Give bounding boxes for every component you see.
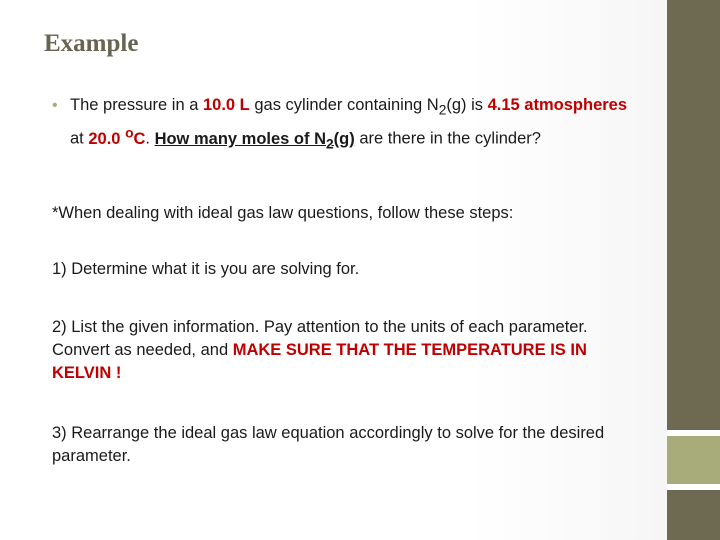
question-ask bbox=[154, 129, 355, 152]
side-bar-bottom-block bbox=[667, 490, 720, 540]
question-segment: (g) is bbox=[446, 96, 488, 114]
step-2 bbox=[52, 316, 632, 385]
subscript: 2 bbox=[326, 136, 334, 152]
ask-text: (g) bbox=[333, 129, 355, 148]
question-segment: at bbox=[70, 129, 89, 148]
ask-text: How many moles of N bbox=[154, 129, 327, 148]
slide-title: Example bbox=[44, 30, 139, 57]
step-2-warning: MAKE SURE THAT THE TEMPERATURE IS IN KELVIN ! bbox=[52, 341, 587, 382]
question-segment: gas cylinder containing N bbox=[249, 96, 439, 114]
question-bullet bbox=[52, 94, 627, 155]
degree-symbol: o bbox=[125, 125, 134, 141]
pressure-value: 4.15 atmospheres bbox=[487, 96, 628, 114]
question-end: are there in the cylinder? bbox=[354, 129, 541, 148]
side-bar-accent-block bbox=[667, 436, 720, 484]
side-bar-main-block bbox=[667, 0, 720, 430]
question-text bbox=[70, 94, 627, 155]
bullet-marker: • bbox=[52, 97, 58, 114]
question-intro: The pressure in a bbox=[70, 96, 203, 114]
side-decoration-bar bbox=[667, 0, 720, 540]
step-3: 3) Rearrange the ideal gas law equation accordingly to solve for the desired parameter. bbox=[52, 424, 605, 465]
question-segment: . bbox=[145, 129, 155, 148]
step-2-text: 2) List the given information. Pay attention to the units of each parameter. Convert as needed, and bbox=[52, 318, 588, 359]
subscript: 2 bbox=[438, 102, 447, 118]
temperature-unit: C bbox=[133, 129, 146, 148]
step-1: 1) Determine what it is you are solving for. bbox=[52, 260, 360, 278]
temperature-value bbox=[88, 125, 146, 148]
steps-intro-note: *When dealing with ideal gas law questions, follow these steps: bbox=[52, 204, 514, 222]
temperature-number: 20.0 bbox=[88, 129, 126, 148]
volume-value: 10.0 L bbox=[202, 96, 250, 114]
